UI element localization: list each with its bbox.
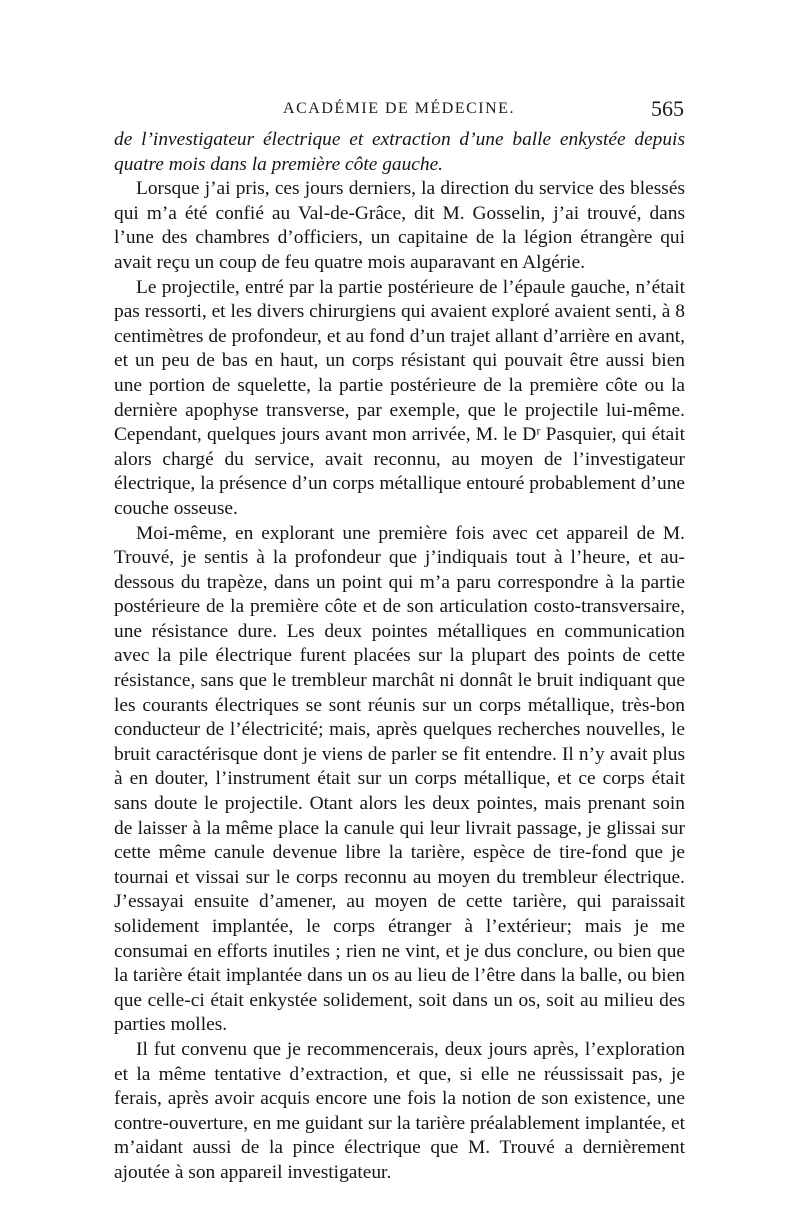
section-title-continuation	[114, 128, 685, 177]
paragraph-2: Le projectile, entré par la partie postérieure de l’épaule gauche, n’était pas ressorti, et les divers chirurgiens qui avaient exploré avaient senti, à 8 centimètres de profondeur, et au fond d’un trajet allant d’arrière en avant, et un peu de bas en haut, un corps résistant qui pouvait être aussi bien une portion de squelette, la partie postérieure de la première côte ou la dernière apophyse transverse, par exemple, que le projectile lui-même. Cependant, quelques jours avant mon arrivée, M. le Dʳ Pasquier, qui était alors chargé du service, avait reconnu, au moyen de l’investigateur électrique, la présence d’un corps métallique entouré probablement d’une couche osseuse.	[114, 276, 685, 519]
running-title: ACADÉMIE DE MÉDECINE.	[283, 100, 515, 117]
paragraph-1: Lorsque j’ai pris, ces jours derniers, la direction du service des blessés qui m’a été confié au Val-de-Grâce, dit M. Gosselin, j’ai trouvé, dans l’une des chambres d’officiers, un capitaine de la légion étrangère qui avait reçu un coup de feu quatre mois auparavant en Algérie.	[114, 178, 685, 273]
paragraph-4: Il fut convenu que je recommencerais, deux jours après, l’exploration et la même tentative d’extraction, et que, si elle ne réussissait pas, je ferais, après avoir acquis encore une fois la notion de son existence, une contre-ouverture, en me guidant sur la tarière préalablement implantée, et m’aidant aussi de la pince électrique que M. Trouvé a dernièrement ajoutée à son appareil investigateur.	[114, 1038, 685, 1183]
page-number: 565	[651, 96, 684, 121]
page-header	[114, 96, 684, 126]
body-text	[114, 128, 685, 1186]
italic-title-text: de l’investigateur électrique et extraction d’une balle enkystée depuis quatre mois dans la première côte gauche.	[114, 129, 685, 175]
paragraph-3: Moi-même, en explorant une première fois avec cet appareil de M. Trouvé, je sentis à la profondeur que j’indiquais tout à l’heure, et au-dessous du trapèze, dans un point qui m’a paru correspondre à la partie postérieure de la première côte et de son articulation costo-transversaire, une résistance dure. Les deux pointes métalliques en communication avec la pile électrique furent placées sur la plupart des points de cette résistance, sans que le trembleur marchât ni donnât le bruit indiquant que les courants électriques se sont réunis sur un corps métallique, très-bon conducteur de l’électricité; mais, après quelques recherches nouvelles, le bruit caractérisque dont je viens de parler se fit entendre. Il n’y avait plus à en douter, l’instrument était sur un corps métallique, et ce corps était sans doute le projectile. Otant alors les deux pointes, mais prenant soin de laisser à la même place la canule qui leur livrait passage, je glissai sur cette même canule devenue libre la tarière, espèce de tire-fond que je tournai et vissai sur le corps reconnu au moyen du trembleur électrique. J’essayai ensuite d’amener, au moyen de cette tarière, qui paraissait solidement implantée, le corps étranger à l’extérieur; mais je me consumai en efforts inutiles ; rien ne vint, et je dus conclure, ou bien que la tarière était implantée dans un os au lieu de l’être dans la balle, ou bien que celle-ci était enkystée solidement, soit dans un os, soit au milieu des parties molles.	[114, 522, 685, 1036]
